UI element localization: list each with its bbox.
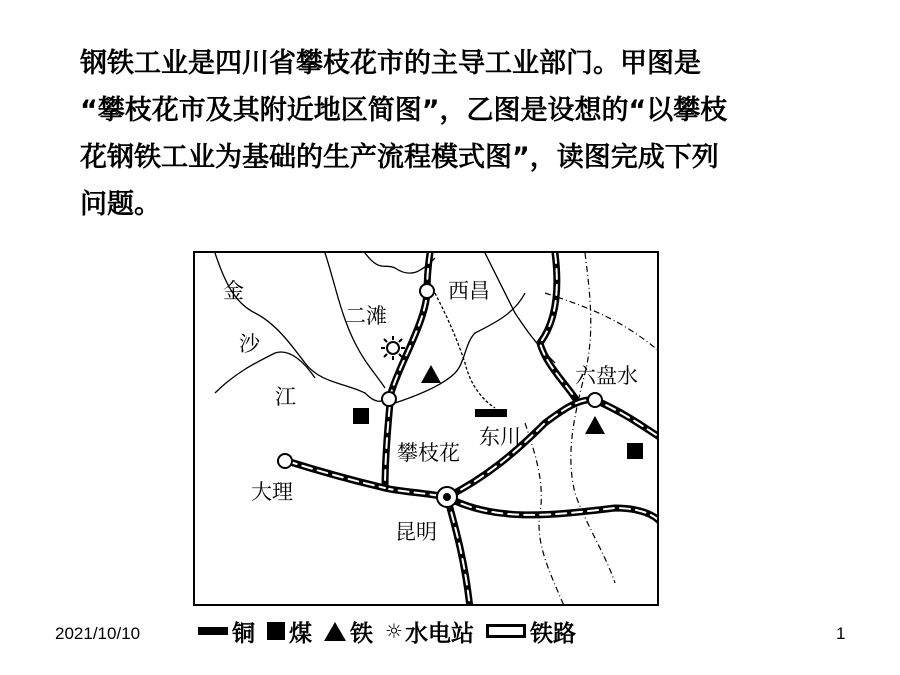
label-sha: 沙 bbox=[239, 332, 260, 356]
iron-mark bbox=[421, 365, 441, 383]
city-xichang bbox=[420, 284, 434, 298]
copper-bar-icon bbox=[198, 627, 228, 635]
iron-triangle-icon bbox=[324, 622, 346, 641]
legend-railway-label: 铁路 bbox=[529, 620, 576, 647]
coal-mark bbox=[627, 443, 643, 459]
railway-north-inner bbox=[540, 253, 575, 398]
label-dongchuan: 东川 bbox=[479, 425, 521, 449]
label-jiang: 江 bbox=[275, 385, 296, 409]
legend-copper bbox=[198, 615, 255, 648]
city-panzhihua bbox=[382, 392, 396, 406]
map-rivers bbox=[215, 253, 555, 408]
legend-iron-label: 铁 bbox=[350, 620, 373, 647]
question-text bbox=[80, 40, 800, 228]
map-legend bbox=[198, 616, 588, 646]
boundary-north bbox=[545, 293, 659, 353]
label-panzhihua: 攀枝花 bbox=[397, 441, 460, 465]
label-jin: 金 bbox=[223, 279, 244, 303]
copper-mark bbox=[475, 409, 507, 417]
hydro-station-mark bbox=[381, 336, 405, 360]
legend-coal-label: 煤 bbox=[289, 620, 312, 647]
legend-coal bbox=[267, 615, 312, 648]
legend-hydro-label: 水电站 bbox=[404, 620, 474, 647]
map-drawing bbox=[195, 253, 659, 606]
city-kunming-inner bbox=[443, 493, 451, 501]
city-liupanshui bbox=[588, 393, 602, 407]
question-line: 问题。 bbox=[80, 189, 161, 220]
page-number: 1 bbox=[836, 624, 846, 643]
legend-iron bbox=[324, 615, 373, 648]
iron-mark bbox=[585, 416, 605, 434]
question-line: 花钢铁工业为基础的生产流程模式图”，读图完成下列 bbox=[80, 142, 719, 173]
label-ertan: 二滩 bbox=[345, 304, 387, 328]
boundary-east bbox=[571, 253, 615, 583]
sun-icon: ☼ bbox=[385, 619, 403, 643]
label-liupanshui: 六盘水 bbox=[575, 364, 638, 388]
question-line: 钢铁工业是四川省攀枝花市的主导工业部门。甲图是 bbox=[80, 48, 701, 79]
question-line: “攀枝花市及其附近地区简图”，乙图是设想的“以攀枝 bbox=[80, 95, 728, 126]
label-dali: 大理 bbox=[251, 480, 293, 504]
coal-square-icon bbox=[267, 622, 285, 640]
footer-date: 2021/10/10 bbox=[55, 624, 141, 643]
railway-south bbox=[447, 497, 470, 606]
legend-hydro bbox=[385, 615, 474, 648]
label-xichang: 西昌 bbox=[448, 279, 490, 303]
coal-mark bbox=[353, 408, 369, 424]
city-dali bbox=[278, 454, 292, 468]
label-kunming: 昆明 bbox=[395, 520, 437, 544]
river-west bbox=[215, 352, 315, 393]
map-figure bbox=[193, 251, 659, 606]
map-railways bbox=[287, 253, 659, 606]
legend-railway bbox=[486, 615, 576, 648]
river-middle bbox=[435, 293, 495, 408]
railway-icon bbox=[486, 624, 526, 638]
legend-copper-label: 铜 bbox=[232, 620, 255, 647]
